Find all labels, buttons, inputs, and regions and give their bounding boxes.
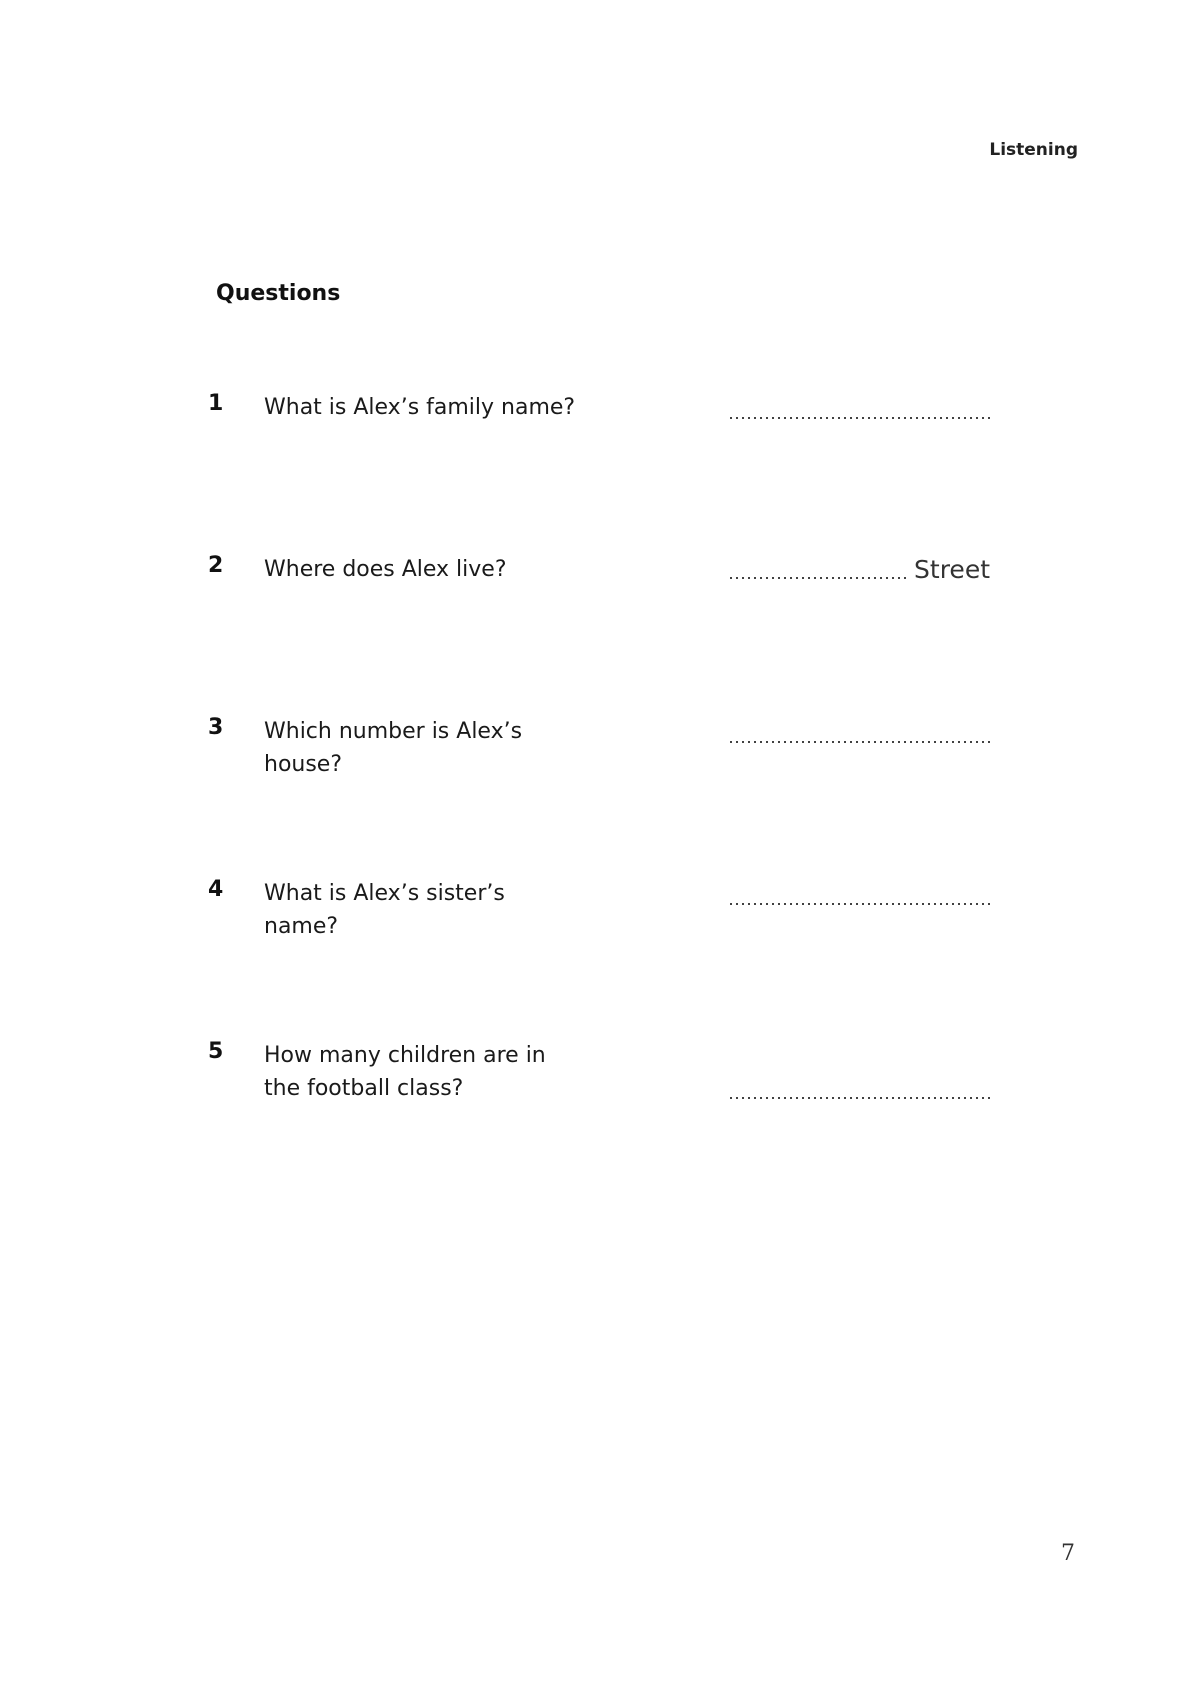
question-number: 4	[208, 877, 224, 902]
answer-suffix: Street	[914, 555, 990, 584]
answer-line[interactable]	[728, 1077, 990, 1103]
dotted-line	[728, 741, 990, 743]
question-number: 5	[208, 1039, 224, 1064]
answer-line[interactable]	[728, 721, 990, 747]
answer-line[interactable]	[728, 883, 990, 909]
question-item	[208, 1039, 988, 1119]
question-number: 3	[208, 715, 224, 740]
question-item	[208, 715, 988, 795]
question-text: How many children are in the football class?	[264, 1043, 546, 1101]
question-text: What is Alex’s family name?	[264, 395, 576, 420]
dotted-line	[728, 1097, 990, 1099]
question-item	[208, 391, 988, 471]
question-text: Where does Alex live?	[264, 557, 507, 582]
question-number: 1	[208, 391, 224, 416]
answer-line[interactable]	[728, 557, 990, 583]
page-title: Questions	[216, 281, 341, 306]
section-label: Listening	[989, 140, 1078, 160]
question-text: What is Alex’s sister’s name?	[264, 881, 505, 939]
question-text: Which number is Alex’s house?	[264, 719, 523, 777]
question-number: 2	[208, 553, 224, 578]
dotted-line	[728, 417, 990, 419]
dotted-line	[728, 577, 908, 579]
question-item	[208, 877, 988, 957]
page-number: 7	[1061, 1541, 1075, 1566]
dotted-line	[728, 903, 990, 905]
question-item	[208, 553, 988, 633]
answer-line[interactable]	[728, 397, 990, 423]
